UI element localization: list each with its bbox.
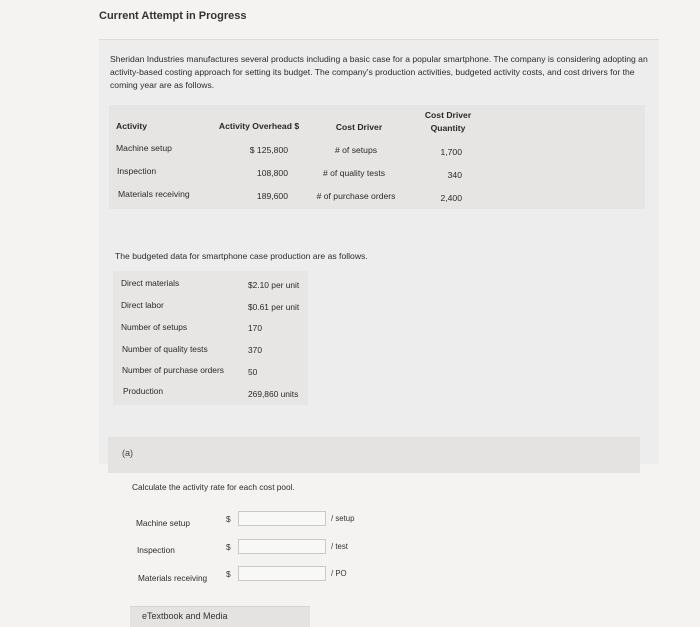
budget-label: Production [123,386,164,396]
problem-panel [99,39,659,464]
row-overhead: 189,600 [256,191,288,201]
part-a-header [108,437,640,473]
col-header-quantity-line1: Cost Driver [424,110,472,120]
rate-label-machine-setup: Machine setup [136,518,190,528]
currency-symbol: $ [226,542,231,552]
rate-label-inspection: Inspection [137,545,175,555]
budget-value: $2.10 per unit [248,280,300,290]
unit-label-setup: / setup [331,514,355,523]
row-overhead: 108,800 [256,168,288,178]
budget-label: Number of setups [121,322,188,332]
currency-symbol: $ [226,569,231,579]
page-title: Current Attempt in Progress [99,10,247,22]
row-activity: Inspection [117,166,157,176]
col-header-activity: Activity [116,121,148,131]
budget-label: Number of quality tests [122,344,208,354]
budget-label: Number of purchase orders [122,365,224,375]
budget-value: 170 [248,323,262,333]
row-overhead: $ 125,800 [249,145,288,155]
part-a-label: (a) [122,448,133,458]
row-activity: Machine setup [116,143,172,153]
row-quantity: 2,400 [440,193,462,203]
budget-value: 50 [248,367,258,377]
col-header-overhead: Activity Overhead $ [218,121,300,131]
budget-value: 370 [248,345,262,355]
col-header-driver: Cost Driver [335,122,383,132]
row-driver: # of purchase orders [316,191,396,201]
materials-receiving-rate-input[interactable] [238,566,326,581]
etextbook-media-label: eTextbook and Media [142,611,228,621]
row-quantity: 340 [447,170,462,180]
budget-label: Direct materials [121,278,180,288]
unit-label-po: / PO [331,569,347,578]
inspection-rate-input[interactable] [238,539,326,554]
machine-setup-rate-input[interactable] [238,511,326,526]
part-a-instruction: Calculate the activity rate for each cost pool. [132,482,295,492]
etextbook-media-tab[interactable] [130,606,310,627]
row-quantity: 1,700 [440,147,462,157]
budget-intro: The budgeted data for smartphone case production are as follows. [115,251,368,261]
currency-symbol: $ [226,514,231,524]
row-driver: # of quality tests [322,168,386,178]
row-driver: # of setups [334,145,378,155]
unit-label-test: / test [331,542,348,551]
budget-table [113,271,308,405]
activity-table [109,105,645,209]
part-a-body [120,473,640,619]
budget-value: $0.61 per unit [248,302,300,312]
rate-label-materials-receiving: Materials receiving [138,573,208,583]
row-activity: Materials receiving [118,189,190,199]
problem-intro: Sheridan Industries manufactures several products including a basic case for a popular smartphone. The company is considering adopting an activity-based costing approach for setting its budget. The company's production activities, budgeted activity costs, and cost drivers for the coming year are as follows. [110,54,648,90]
budget-label: Direct labor [121,300,164,310]
col-header-quantity-line2: Quantity [430,123,466,133]
budget-value: 269,860 units [248,389,299,399]
